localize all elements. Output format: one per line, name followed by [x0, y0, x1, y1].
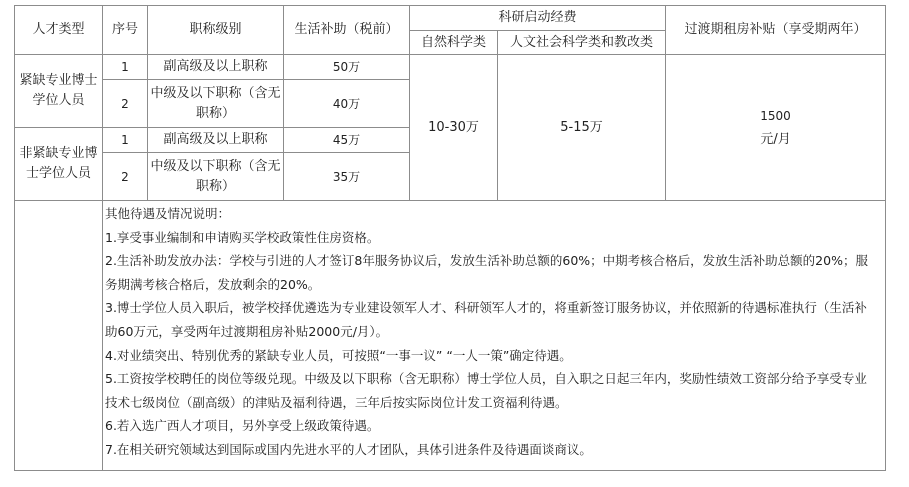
header-rent-subsidy: 过渡期租房补贴（享受期两年） [666, 6, 886, 55]
rent-subsidy-cell [666, 55, 886, 201]
seq-cell: 1 [103, 55, 148, 80]
seq-cell: 2 [103, 153, 148, 201]
subsidy-cell: 45万 [284, 128, 410, 153]
header-research-fund: 科研启动经费 [410, 6, 666, 31]
note-item: 4.对业绩突出、特别优秀的紧缺专业人员，可按照“一事一议” “一人一策”确定待遇。 [105, 347, 572, 363]
header-natural-science: 自然科学类 [410, 31, 498, 55]
natural-science-fund-cell: 10-30万 [410, 55, 498, 201]
notes-cell [103, 201, 886, 471]
talent-benefits-table [14, 5, 886, 471]
note-item: 7.在相关研究领域达到国际或国内先进水平的人才团队，具体引进条件及待遇面谈商议。 [105, 441, 592, 457]
note-item: 6.若入选广西人才项目，另外享受上级政策待遇。 [105, 418, 380, 434]
title-level-cell: 中级及以下职称（含无职称） [148, 153, 284, 201]
humanities-fund-cell: 5-15万 [498, 55, 666, 201]
header-row-1 [15, 6, 886, 31]
notes-row [15, 201, 886, 471]
notes-heading: 其他待遇及情况说明： [105, 206, 231, 221]
header-living-subsidy: 生活补助（税前） [284, 6, 410, 55]
subsidy-cell: 35万 [284, 153, 410, 201]
subsidy-cell: 40万 [284, 80, 410, 128]
talent-type-cell: 非紧缺专业博士学位人员 [15, 128, 103, 201]
talent-type-cell: 紧缺专业博士学位人员 [15, 55, 103, 128]
header-humanities: 人文社会科学类和教改类 [498, 31, 666, 55]
header-seq: 序号 [103, 6, 148, 55]
header-title-level: 职称级别 [148, 6, 284, 55]
note-item: 2.生活补助发放办法：学校与引进的人才签订8年服务协议后，发放生活补助总额的60%；中期考核合格后，发放生活补助总额的20%；服务期满考核合格后，发放剩余的20%。 [105, 253, 868, 292]
note-item: 1.享受事业编制和申请购买学校政策性住房资格。 [105, 229, 380, 245]
header-talent-type: 人才类型 [15, 6, 103, 55]
note-item: 3.博士学位人员入职后，被学校择优遴选为专业建设领军人才、科研领军人才的，将重新签订服务协议，并依照新的待遇标准执行（生活补助60万元，享受两年过渡期租房补贴2000元/月）。 [105, 300, 867, 339]
rent-amount: 1500 [760, 108, 791, 123]
page-content [14, 5, 886, 471]
title-level-cell: 副高级及以上职称 [148, 55, 284, 80]
notes-blank-cell [15, 201, 103, 471]
table-row [15, 55, 886, 80]
seq-cell: 2 [103, 80, 148, 128]
seq-cell: 1 [103, 128, 148, 153]
note-item: 5.工资按学校聘任的岗位等级兑现。中级及以下职称（含无职称）博士学位人员，自入职之日起三年内，奖励性绩效工资部分给予享受专业技术七级岗位（副高级）的津贴及福利待遇，三年后按实际岗位计发工资福利待遇。 [105, 371, 867, 410]
title-level-cell: 中级及以下职称（含无职称） [148, 80, 284, 128]
title-level-cell: 副高级及以上职称 [148, 128, 284, 153]
rent-unit: 元/月 [760, 131, 791, 147]
subsidy-cell: 50万 [284, 55, 410, 80]
